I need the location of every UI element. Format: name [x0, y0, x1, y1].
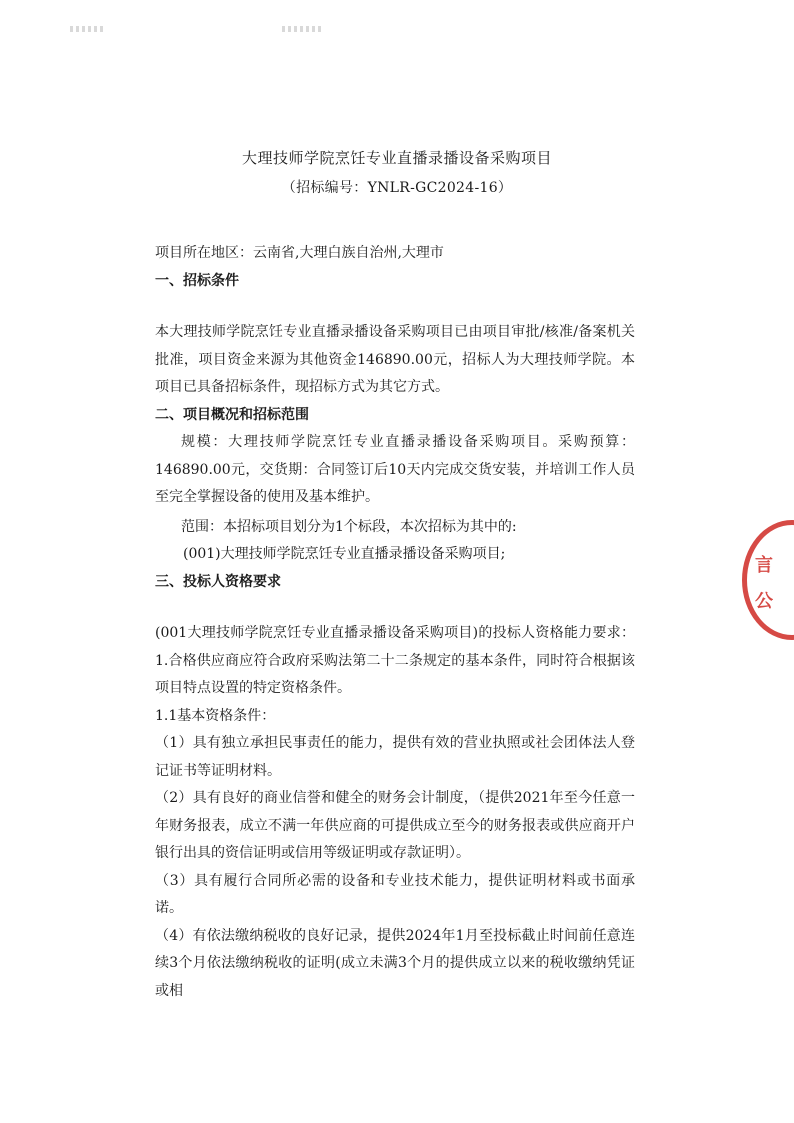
- official-seal: [742, 520, 794, 640]
- paragraph: 范围：本招标项目划分为1个标段，本次招标为其中的:: [181, 518, 517, 535]
- paragraph: 规模：大理技师学院烹饪专业直播录播设备采购项目。采购预算：146890.00元，交货期：合同签订后10天内完成交货安装，并培训工作人员至完全掌握设备的使用及基本维护。: [155, 434, 635, 505]
- section-heading-tender-conditions: 一、招标条件: [155, 272, 239, 289]
- document-title: 大理技师学院烹饪专业直播录播设备采购项目: [241, 149, 552, 167]
- paragraph: 1.1基本资格条件：: [155, 707, 276, 724]
- paragraph: (001)大理技师学院烹饪专业直播录播设备采购项目;: [183, 546, 506, 562]
- section-heading-project-overview: 二、项目概况和招标范围: [155, 406, 309, 423]
- paragraph: (001大理技师学院烹饪专业直播录播设备采购项目)的投标人资格能力要求：1.合格供应商应符合政府采购法第二十二条规定的基本条件，同时符合根据该项目特点设置的特定资格条件。: [155, 625, 635, 696]
- paragraph: （4）有依法缴纳税收的良好记录，提供2024年1月至投标截止时间前任意连续3个月依法缴纳税收的证明(成立未满3个月的提供成立以来的税收缴纳凭证或相: [155, 927, 635, 999]
- paragraph: （1）具有独立承担民事责任的能力，提供有效的营业执照或社会团体法人登记证书等证明材料。: [155, 735, 635, 779]
- scan-artifact: [282, 26, 322, 32]
- paragraph: 本大理技师学院烹饪专业直播录播设备采购项目已由项目审批/核准/备案机关批准，项目资金来源为其他资金146890.00元，招标人为大理技师学院。本项目已具备招标条件，现招标方式为其它方式。: [155, 324, 635, 395]
- document-body: [155, 240, 635, 1005]
- scan-artifact: [70, 26, 106, 32]
- paragraph: （3）具有履行合同所必需的设备和专业技术能力，提供证明材料或书面承诺。: [155, 872, 635, 916]
- seal-mark: 言: [755, 555, 773, 576]
- paragraph: （2）具有良好的商业信誉和健全的财务会计制度，（提供2021年至今任意一年财务报表，成立不满一年供应商的可提供成立至今的财务报表或供应商开户银行出具的资信证明或信用等级证明或存款证明）。: [155, 790, 635, 861]
- project-location: 项目所在地区：云南省,大理白族自治州,大理市: [155, 245, 444, 261]
- section-heading-bidder-qualifications: 三、投标人资格要求: [155, 573, 281, 590]
- tender-number: （招标编号：YNLR-GC2024-16）: [281, 180, 513, 196]
- seal-mark: 公: [755, 591, 773, 612]
